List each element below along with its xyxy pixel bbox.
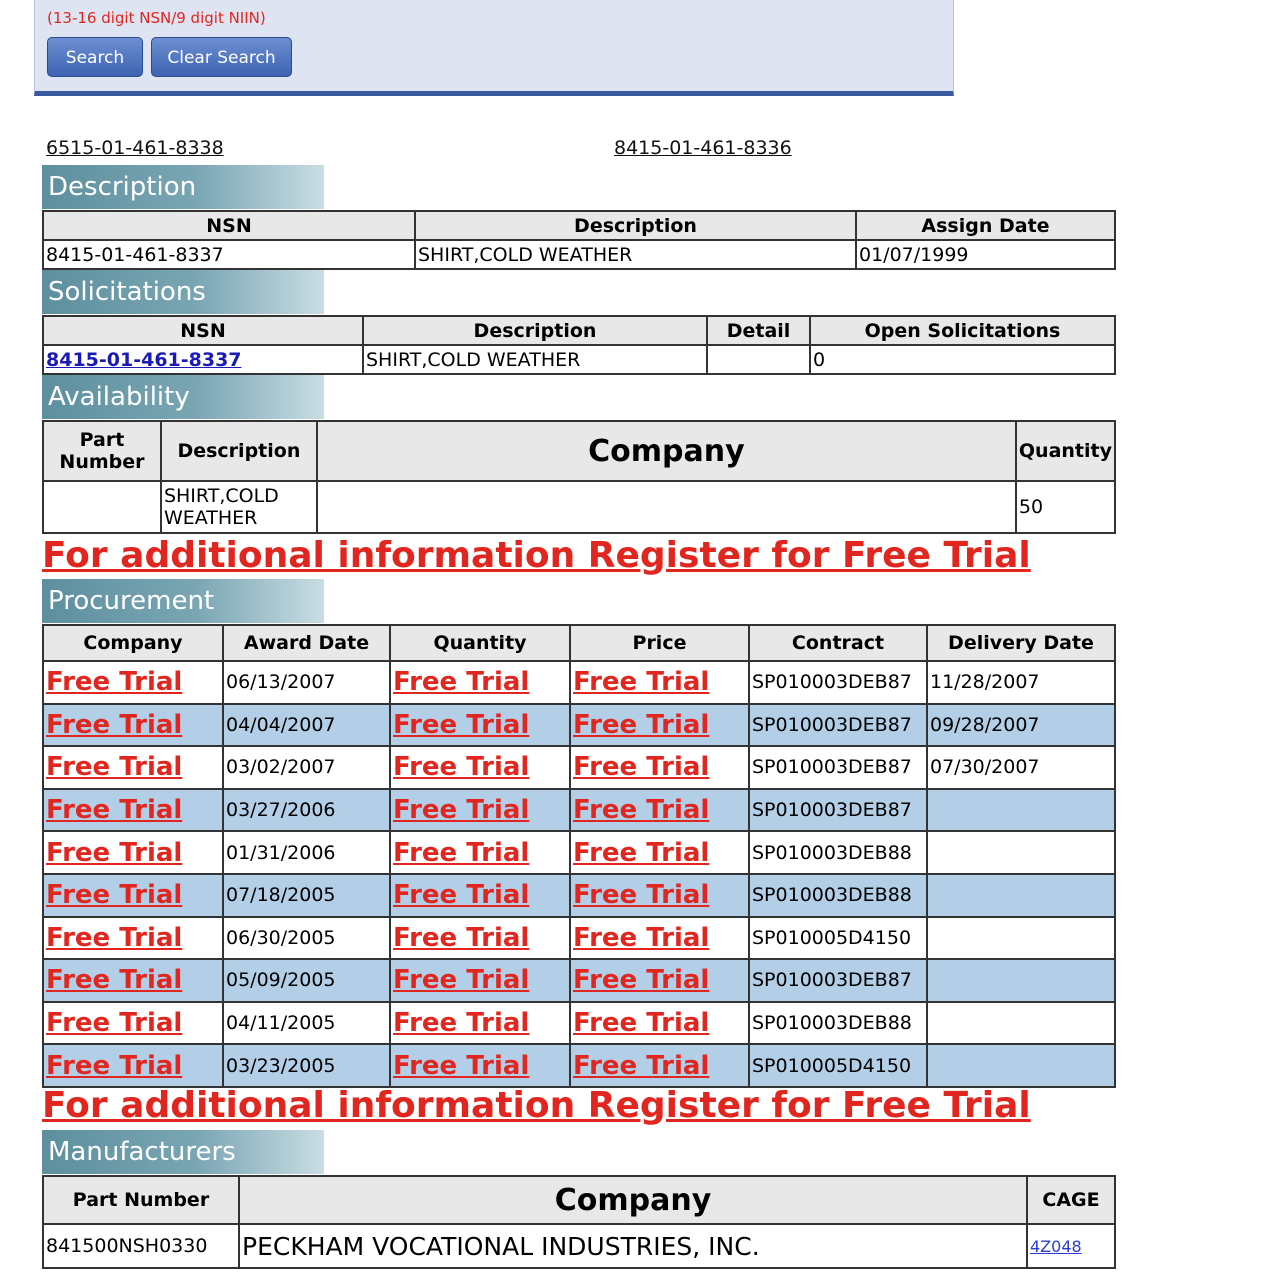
col-detail: Detail — [707, 316, 810, 345]
col-cage: CAGE — [1027, 1176, 1115, 1224]
solicitations-section-header: Solicitations — [42, 270, 324, 314]
free-trial-link[interactable]: Free Trial — [393, 752, 530, 783]
price-cell — [570, 661, 749, 704]
col-delivery-date: Delivery Date — [927, 625, 1115, 661]
next-nsn-link[interactable]: 8415-01-461-8336 — [614, 137, 792, 159]
contract-cell: SP010003DEB88 — [749, 874, 927, 917]
solicitation-nsn-link[interactable]: 8415-01-461-8337 — [46, 348, 242, 371]
free-trial-link[interactable]: Free Trial — [46, 1050, 183, 1081]
free-trial-link[interactable]: Free Trial — [46, 1008, 183, 1039]
contract-cell: SP010003DEB87 — [749, 746, 927, 789]
free-trial-link[interactable]: Free Trial — [393, 709, 530, 740]
free-trial-link[interactable]: Free Trial — [573, 752, 710, 783]
table-row — [43, 661, 1115, 704]
contract-cell: SP010003DEB87 — [749, 704, 927, 747]
description-text: SHIRT,COLD WEATHER — [415, 240, 856, 269]
description-table — [42, 210, 1116, 270]
award-date-cell: 06/30/2005 — [223, 917, 390, 960]
table-row — [43, 1002, 1115, 1045]
table-row — [43, 874, 1115, 917]
award-date-cell: 04/04/2007 — [223, 704, 390, 747]
col-quantity: Quantity — [390, 625, 570, 661]
price-cell — [570, 789, 749, 832]
free-trial-link[interactable]: Free Trial — [393, 965, 530, 996]
quantity-cell — [390, 704, 570, 747]
quantity-cell — [390, 746, 570, 789]
company-cell — [43, 746, 223, 789]
search-hint: (13-16 digit NSN/9 digit NIIN) — [47, 9, 266, 27]
price-cell — [570, 1044, 749, 1087]
delivery-date-cell — [927, 789, 1115, 832]
free-trial-link[interactable]: Free Trial — [393, 795, 530, 826]
free-trial-link[interactable]: Free Trial — [393, 1008, 530, 1039]
contract-cell: SP010003DEB88 — [749, 831, 927, 874]
col-nsn: NSN — [43, 316, 363, 345]
availability-description: SHIRT,COLD WEATHER — [161, 481, 317, 533]
company-cell — [43, 959, 223, 1002]
free-trial-link[interactable]: Free Trial — [573, 709, 710, 740]
availability-quantity: 50 — [1016, 481, 1115, 533]
quantity-cell — [390, 661, 570, 704]
description-assign-date: 01/07/1999 — [856, 240, 1115, 269]
company-cell — [43, 789, 223, 832]
table-row — [43, 831, 1115, 874]
col-nsn: NSN — [43, 211, 415, 240]
award-date-cell: 03/02/2007 — [223, 746, 390, 789]
free-trial-link[interactable]: Free Trial — [573, 880, 710, 911]
quantity-cell — [390, 1044, 570, 1087]
col-description: Description — [161, 421, 317, 481]
solicitations-table — [42, 315, 1116, 375]
previous-nsn-link[interactable]: 6515-01-461-8338 — [46, 137, 224, 159]
free-trial-link[interactable]: Free Trial — [46, 965, 183, 996]
delivery-date-cell: 09/28/2007 — [927, 704, 1115, 747]
award-date-cell: 06/13/2007 — [223, 661, 390, 704]
col-open-solicitations: Open Solicitations — [810, 316, 1115, 345]
contract-cell: SP010003DEB88 — [749, 1002, 927, 1045]
company-cell — [43, 661, 223, 704]
col-company: Company — [43, 625, 223, 661]
contract-cell: SP010005D4150 — [749, 917, 927, 960]
availability-table — [42, 420, 1116, 534]
free-trial-link[interactable]: Free Trial — [46, 795, 183, 826]
award-date-cell: 01/31/2006 — [223, 831, 390, 874]
price-cell — [570, 831, 749, 874]
free-trial-link[interactable]: Free Trial — [46, 667, 183, 698]
availability-company — [317, 481, 1016, 533]
contract-cell: SP010003DEB87 — [749, 789, 927, 832]
procurement-table — [42, 624, 1116, 1088]
delivery-date-cell — [927, 917, 1115, 960]
availability-part-number — [43, 481, 161, 533]
delivery-date-cell — [927, 1044, 1115, 1087]
cage-code-link[interactable]: 4Z048 — [1030, 1237, 1082, 1256]
delivery-date-cell — [927, 831, 1115, 874]
award-date-cell: 07/18/2005 — [223, 874, 390, 917]
manufacturers-table — [42, 1175, 1116, 1269]
table-row — [43, 959, 1115, 1002]
solicitation-nsn-cell — [43, 345, 363, 374]
free-trial-link[interactable]: Free Trial — [573, 795, 710, 826]
col-part-number: Part Number — [43, 421, 161, 481]
col-description: Description — [363, 316, 707, 345]
company-cell — [43, 704, 223, 747]
delivery-date-cell: 07/30/2007 — [927, 746, 1115, 789]
award-date-cell: 03/27/2006 — [223, 789, 390, 832]
award-date-cell: 03/23/2005 — [223, 1044, 390, 1087]
quantity-cell — [390, 789, 570, 832]
table-row — [43, 704, 1115, 747]
col-quantity: Quantity — [1016, 421, 1115, 481]
company-cell — [43, 917, 223, 960]
register-free-trial-link[interactable]: For additional information Register for Free Trial — [42, 1085, 1031, 1126]
delivery-date-cell — [927, 959, 1115, 1002]
description-nsn: 8415-01-461-8337 — [43, 240, 415, 269]
company-cell — [43, 831, 223, 874]
table-row — [43, 746, 1115, 789]
free-trial-link[interactable]: Free Trial — [46, 837, 183, 868]
award-date-cell: 04/11/2005 — [223, 1002, 390, 1045]
manufacturers-section-header: Manufacturers — [42, 1130, 324, 1174]
free-trial-link[interactable]: Free Trial — [46, 880, 183, 911]
price-cell — [570, 746, 749, 789]
contract-cell: SP010003DEB87 — [749, 959, 927, 1002]
delivery-date-cell: 11/28/2007 — [927, 661, 1115, 704]
company-cell — [43, 874, 223, 917]
free-trial-link[interactable]: Free Trial — [573, 837, 710, 868]
quantity-cell — [390, 917, 570, 960]
free-trial-link[interactable]: Free Trial — [393, 1050, 530, 1081]
free-trial-link[interactable]: Free Trial — [573, 922, 710, 953]
procurement-section-header: Procurement — [42, 579, 324, 623]
free-trial-link[interactable]: Free Trial — [46, 752, 183, 783]
delivery-date-cell — [927, 1002, 1115, 1045]
table-row — [43, 789, 1115, 832]
col-award-date: Award Date — [223, 625, 390, 661]
free-trial-link[interactable]: Free Trial — [46, 922, 183, 953]
delivery-date-cell — [927, 874, 1115, 917]
table-row — [43, 1044, 1115, 1087]
quantity-cell — [390, 874, 570, 917]
solicitation-open-count: 0 — [810, 345, 1115, 374]
price-cell — [570, 704, 749, 747]
solicitation-detail — [707, 345, 810, 374]
free-trial-link[interactable]: Free Trial — [393, 922, 530, 953]
price-cell — [570, 1002, 749, 1045]
search-panel — [34, 0, 954, 96]
manufacturer-part-number: 841500NSH0330 — [43, 1224, 239, 1268]
col-part-number: Part Number — [43, 1176, 239, 1224]
col-company: Company — [317, 421, 1016, 481]
company-cell — [43, 1044, 223, 1087]
table-row — [43, 917, 1115, 960]
col-price: Price — [570, 625, 749, 661]
price-cell — [570, 874, 749, 917]
col-assign-date: Assign Date — [856, 211, 1115, 240]
manufacturer-company: PECKHAM VOCATIONAL INDUSTRIES, INC. — [239, 1224, 1027, 1268]
quantity-cell — [390, 831, 570, 874]
price-cell — [570, 917, 749, 960]
availability-section-header: Availability — [42, 375, 324, 419]
contract-cell: SP010005D4150 — [749, 1044, 927, 1087]
free-trial-link[interactable]: Free Trial — [393, 880, 530, 911]
description-section-header: Description — [42, 165, 324, 209]
clear-search-button[interactable]: Clear Search — [151, 37, 292, 77]
col-company: Company — [239, 1176, 1027, 1224]
col-contract: Contract — [749, 625, 927, 661]
quantity-cell — [390, 959, 570, 1002]
free-trial-link[interactable]: Free Trial — [573, 667, 710, 698]
free-trial-link[interactable]: Free Trial — [393, 667, 530, 698]
free-trial-link[interactable]: Free Trial — [573, 1050, 710, 1081]
price-cell — [570, 959, 749, 1002]
contract-cell: SP010003DEB87 — [749, 661, 927, 704]
free-trial-link[interactable]: Free Trial — [573, 1008, 710, 1039]
company-cell — [43, 1002, 223, 1045]
register-free-trial-link[interactable]: For additional information Register for Free Trial — [42, 535, 1031, 576]
manufacturer-cage-cell — [1027, 1224, 1115, 1268]
solicitation-description: SHIRT,COLD WEATHER — [363, 345, 707, 374]
award-date-cell: 05/09/2005 — [223, 959, 390, 1002]
free-trial-link[interactable]: Free Trial — [573, 965, 710, 996]
search-button[interactable]: Search — [47, 37, 143, 77]
free-trial-link[interactable]: Free Trial — [393, 837, 530, 868]
free-trial-link[interactable]: Free Trial — [46, 709, 183, 740]
quantity-cell — [390, 1002, 570, 1045]
col-description: Description — [415, 211, 856, 240]
